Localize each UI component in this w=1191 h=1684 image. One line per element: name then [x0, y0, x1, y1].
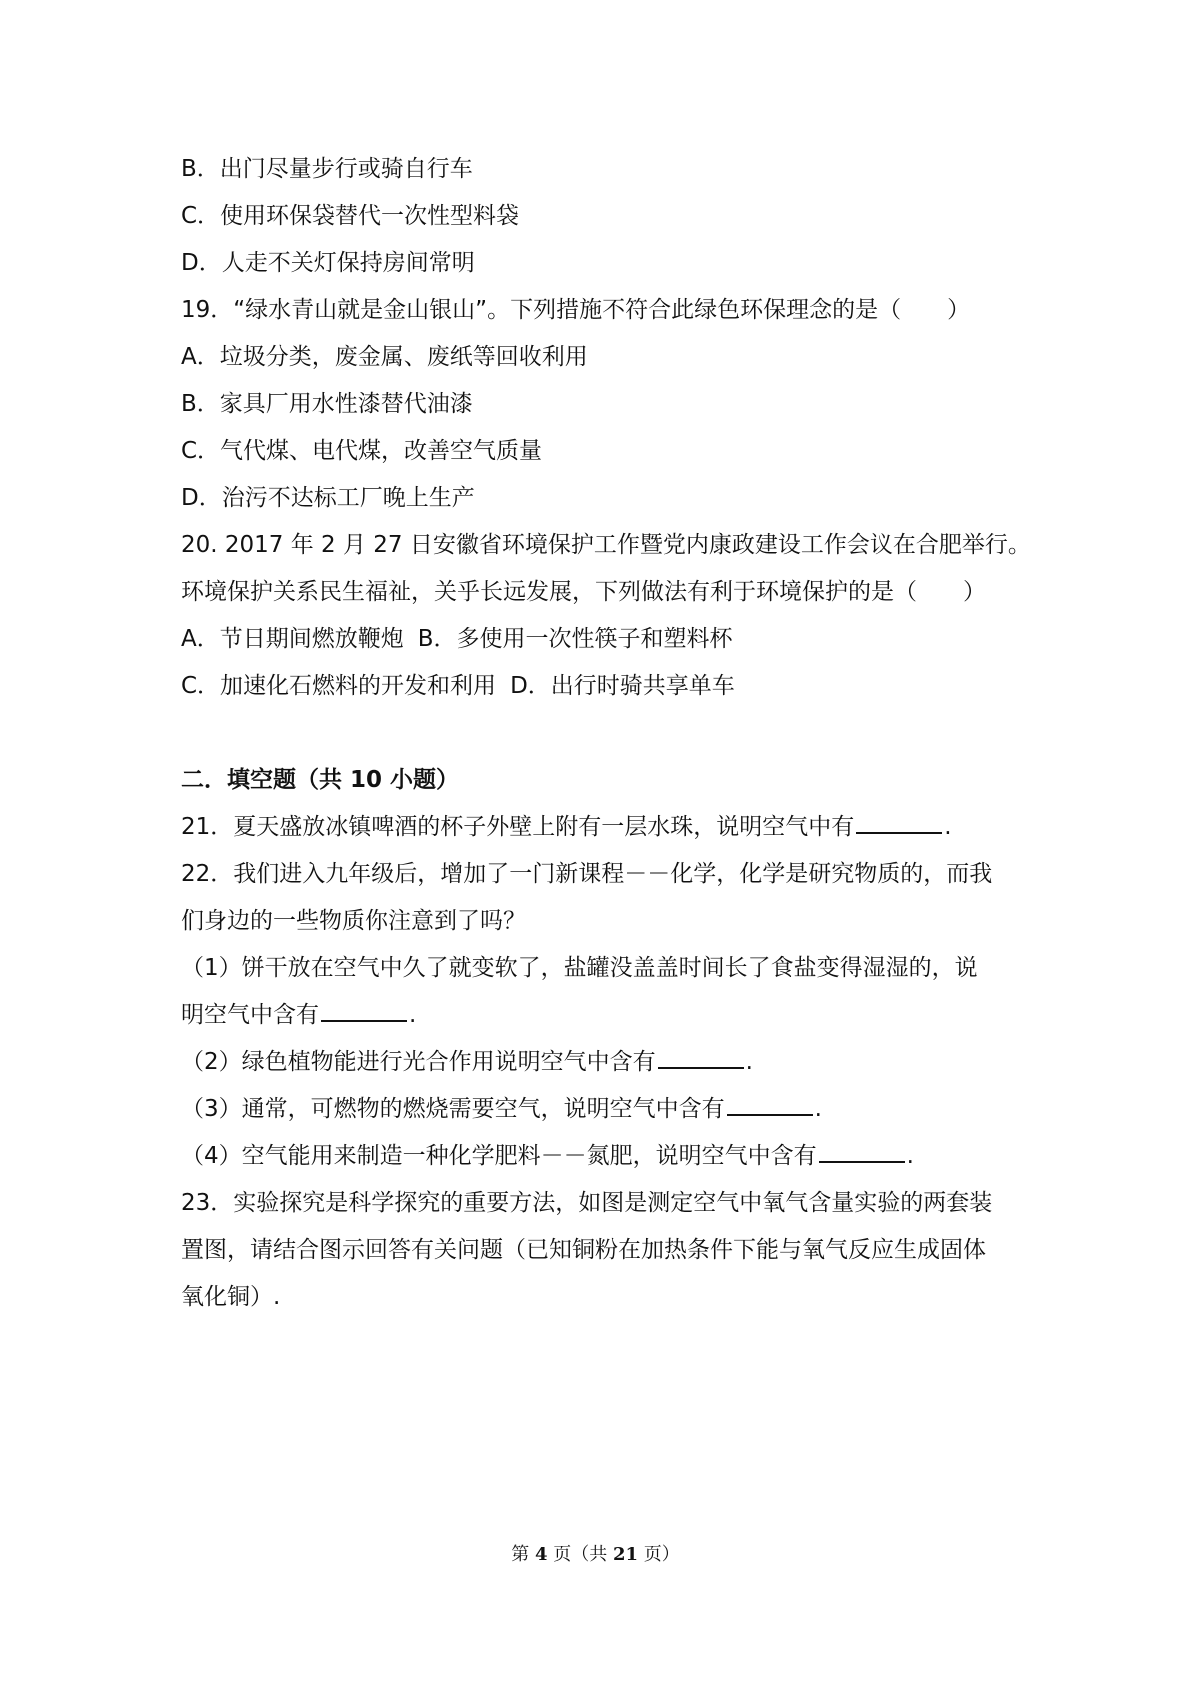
- question-22-text-1: 22．我们进入九年级后，增加了一门新课程－－化学，化学是研究物质的，而我: [181, 861, 993, 887]
- subquestion-3: [181, 1086, 1021, 1133]
- option-20b-text: B．多使用一次性筷子和塑料杯: [417, 626, 733, 652]
- option-20c-text: C．加速化石燃料的开发和利用: [181, 673, 497, 699]
- question-22-line1: [181, 851, 1021, 898]
- option-18d: [181, 240, 1021, 287]
- question-22-text-2: 们身边的一些物质你注意到了吗？: [181, 908, 526, 934]
- answer-blank[interactable]: [856, 806, 942, 834]
- option-19d-text: D．治污不达标工厂晚上生产: [181, 485, 475, 511]
- answer-blank[interactable]: [321, 994, 407, 1022]
- option-19b: [181, 381, 1021, 428]
- subquestion-3-text: （3）通常，可燃物的燃烧需要空气，说明空气中含有: [181, 1096, 725, 1122]
- section-heading: [181, 757, 1021, 804]
- question-23-text-1: 23．实验探究是科学探究的重要方法，如图是测定空气中氧气含量实验的两套装: [181, 1190, 993, 1216]
- question-23-line2: [181, 1227, 1021, 1274]
- options-20ab: [181, 616, 1021, 663]
- option-18b: [181, 146, 1021, 193]
- option-18d-text: D．人走不关灯保持房间常明: [181, 250, 475, 276]
- question-23-line3: [181, 1274, 1021, 1321]
- subquestion-4-text: （4）空气能用来制造一种化学肥料－－氮肥，说明空气中含有: [181, 1143, 817, 1169]
- option-20a-text: A．节日期间燃放鞭炮: [181, 626, 404, 652]
- page-footer: [0, 1540, 1191, 1566]
- question-20-line1: [181, 522, 1031, 569]
- section-heading-text: 二．填空题（共 10 小题）: [181, 767, 460, 793]
- page-content: [181, 146, 1031, 1321]
- answer-blank[interactable]: [819, 1135, 905, 1163]
- option-19c-text: C．气代煤、电代煤，改善空气质量: [181, 438, 543, 464]
- footer-middle: 页（共: [547, 1544, 613, 1565]
- section-gap: [181, 710, 1021, 757]
- option-18b-text: B．出门尽量步行或骑自行车: [181, 156, 473, 182]
- option-18c-text: C．使用环保袋替代一次性型料袋: [181, 203, 520, 229]
- footer-page-number: 4: [534, 1544, 548, 1565]
- option-19b-text: B．家具厂用水性漆替代油漆: [181, 391, 473, 417]
- period-mark: .: [944, 814, 952, 840]
- option-19a: [181, 334, 1021, 381]
- option-19c: [181, 428, 1021, 475]
- question-21-text: 21．夏天盛放冰镇啤酒的杯子外壁上附有一层水珠，说明空气中有: [181, 814, 855, 840]
- footer-suffix: 页）: [638, 1544, 680, 1565]
- question-21: [181, 804, 1021, 851]
- subquestion-1-line2: [181, 992, 1021, 1039]
- period-mark: .: [409, 1002, 417, 1028]
- options-20cd: [181, 663, 1021, 710]
- period-mark: .: [814, 1096, 822, 1122]
- question-22-line2: [181, 898, 1021, 945]
- subquestion-1-line1: [181, 945, 1021, 992]
- question-19: [181, 287, 1021, 334]
- option-18c: [181, 193, 1021, 240]
- period-mark: .: [745, 1049, 753, 1075]
- subquestion-1-text-1: （1）饼干放在空气中久了就变软了，盐罐没盖盖时间长了食盐变得湿湿的，说: [181, 955, 978, 981]
- answer-blank[interactable]: [658, 1041, 744, 1069]
- question-23-line1: [181, 1180, 1021, 1227]
- question-23-text-2: 置图，请结合图示回答有关问题（已知铜粉在加热条件下能与氧气反应生成固体: [181, 1237, 986, 1263]
- period-mark: .: [906, 1143, 914, 1169]
- question-20-text-1: 20. 2017 年 2 月 27 日安徽省环境保护工作暨党内康政建设工作会议在合肥举行。: [181, 532, 1031, 558]
- footer-prefix: 第: [511, 1544, 535, 1565]
- subquestion-4: [181, 1133, 1021, 1180]
- question-19-text: 19．“绿水青山就是金山银山”。下列措施不符合此绿色环保理念的是（ ）: [181, 297, 971, 323]
- subquestion-2: [181, 1039, 1021, 1086]
- question-23-text-3: 氧化铜）.: [181, 1284, 281, 1310]
- subquestion-1-text-2: 明空气中含有: [181, 1002, 319, 1028]
- footer-total-pages: 21: [612, 1544, 639, 1565]
- option-20d-text: D．出行时骑共享单车: [510, 673, 735, 699]
- option-19d: [181, 475, 1021, 522]
- question-20-line2: [181, 569, 1021, 616]
- subquestion-2-text: （2）绿色植物能进行光合作用说明空气中含有: [181, 1049, 656, 1075]
- option-19a-text: A．垃圾分类，废金属、废纸等回收利用: [181, 344, 588, 370]
- answer-blank[interactable]: [727, 1088, 813, 1116]
- question-20-text-2: 环境保护关系民生福祉，关乎长远发展，下列做法有利于环境保护的是（ ）: [181, 579, 986, 605]
